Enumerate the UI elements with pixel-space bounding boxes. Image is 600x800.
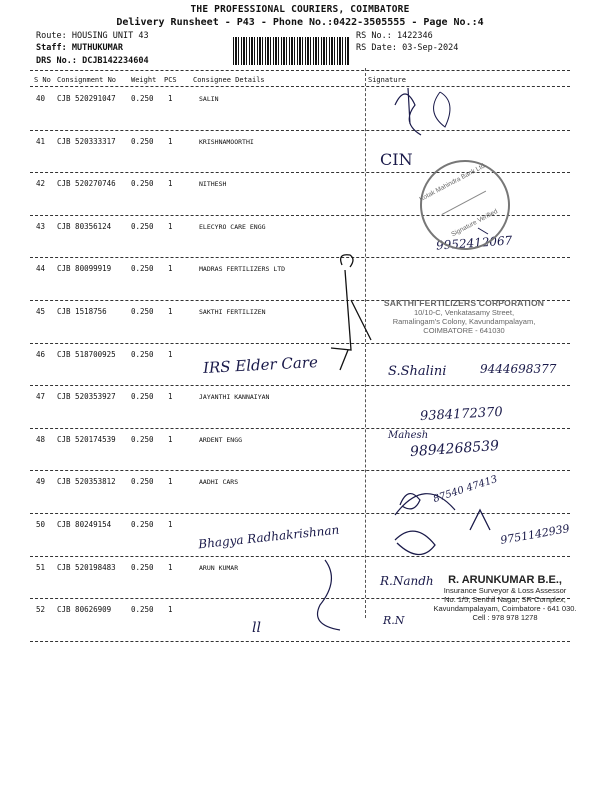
handwriting-phone-46: 9444698377 xyxy=(480,362,557,376)
runsheet-subtitle: Delivery Runsheet - P43 - Phone No.:0422-3505555 - Page No.:4 xyxy=(116,17,484,28)
row-consignee-name: SALIN xyxy=(199,95,219,103)
col-header-pcs: PCS xyxy=(164,76,177,84)
row-pieces: 1 xyxy=(168,349,173,359)
arunkumar-stamp-line1: Insurance Surveyor & Loss Assessor xyxy=(443,586,567,595)
row-weight: 0.250 xyxy=(131,221,154,231)
arunkumar-stamp-line2: No. 1/5, Senthil Nagar, SR Complex, xyxy=(444,595,566,604)
signature-loop-40 xyxy=(434,92,450,127)
row-serial-number: 51 xyxy=(36,562,46,572)
row-pieces: 1 xyxy=(168,434,173,444)
row-pieces: 1 xyxy=(168,94,173,103)
sakthi-stamp xyxy=(376,298,552,335)
handwriting-phone-43: 9952412067 xyxy=(435,233,513,253)
handwriting-cin: CIN xyxy=(380,150,413,169)
signature-scribble-51 xyxy=(318,560,341,630)
row-consignment-number: CJB 80626909 xyxy=(57,605,112,615)
row-weight: 0.250 xyxy=(131,307,154,316)
row-weight: 0.250 xyxy=(131,477,154,487)
row-serial-number: 52 xyxy=(36,605,46,615)
row-pieces: 1 xyxy=(168,179,173,189)
drs-value: DCJB142234604 xyxy=(82,56,149,66)
row-pieces: 1 xyxy=(168,477,173,487)
rs-no-value: 1422346 xyxy=(396,31,433,41)
sakthi-stamp-line3: COIMBATORE - 641030 xyxy=(423,326,505,335)
row-pieces: 1 xyxy=(168,392,173,402)
row-weight: 0.250 xyxy=(131,264,154,274)
route-label: Route: xyxy=(36,31,67,41)
row-weight: 0.250 xyxy=(131,605,154,615)
arunkumar-stamp-line3: Kavundampalayam, Coimbatore - 641 030. xyxy=(433,604,577,613)
row-weight: 0.250 xyxy=(131,562,154,572)
row-weight: 0.250 xyxy=(131,434,154,444)
row-consignee-name: ELECYRO CARE ENGG xyxy=(199,222,266,231)
row-consignee-name: ARDENT ENGG xyxy=(199,435,243,444)
rs-date-value: 03-Sep-2024 xyxy=(402,43,459,53)
col-header-signature: Signature xyxy=(368,76,406,84)
handwriting-phone-48: 9894268539 xyxy=(409,437,500,461)
company-title: THE PROFESSIONAL COURIERS, COIMBATORE xyxy=(190,4,410,15)
handwriting-phone-47: 9384172370 xyxy=(419,404,504,425)
handwriting-mahesh: Mahesh xyxy=(388,430,429,441)
handwriting-name-46: IRS Elder Care xyxy=(202,353,319,377)
signature-scribble-50 xyxy=(395,510,490,555)
row-consignment-number: CJB 520333317 xyxy=(57,136,116,146)
row-consignee-name: KRISHNAMOORTHI xyxy=(199,137,254,146)
row-consignee-name: NITHESH xyxy=(199,180,227,189)
bank-seal-top-text: Kotak Mahindra Bank Ltd. xyxy=(418,161,488,204)
handwriting-phone-49: 87540 47413 xyxy=(431,473,499,506)
signature-figure-44 xyxy=(331,255,371,370)
row-consignment-number: CJB 520353812 xyxy=(57,477,116,487)
row-consignment-number: CJB 520291047 xyxy=(57,94,116,103)
row-consignment-number: CJB 520353927 xyxy=(57,392,116,402)
tick-mark xyxy=(197,228,488,570)
bank-seal-divider xyxy=(442,191,487,215)
row-pieces: 1 xyxy=(168,520,173,529)
col-header-weight: Weight xyxy=(131,76,157,84)
row-consignment-number: CJB 520198483 xyxy=(57,562,116,572)
row-consignee-name: ARUN KUMAR xyxy=(199,563,239,572)
sakthi-stamp-name: SAKTHI FERTILIZERS CORPORATION xyxy=(383,298,545,308)
row-consignment-number: CJB 80356124 xyxy=(57,221,112,231)
row-consignment-number: CJB 80249154 xyxy=(57,520,112,529)
row-weight: 0.250 xyxy=(131,349,154,359)
col-header-consignee: Consignee Details xyxy=(193,76,265,84)
handwriting-rnandh-1: R.Nandh xyxy=(380,574,434,588)
arunkumar-stamp-line4: Cell : 978 978 1278 xyxy=(472,613,538,622)
handwriting-mark-52: ll xyxy=(252,620,261,636)
row-pieces: 1 xyxy=(168,221,173,231)
row-consignee-name: JAYANTHI KANNAIYAN xyxy=(199,393,270,402)
row-serial-number: 48 xyxy=(36,434,46,444)
row-serial-number: 44 xyxy=(36,264,46,274)
row-serial-number: 49 xyxy=(36,477,46,487)
arunkumar-stamp xyxy=(416,574,594,622)
row-consignment-number: CJB 518700925 xyxy=(57,349,116,359)
row-pieces: 1 xyxy=(168,136,173,146)
row-weight: 0.250 xyxy=(131,392,154,402)
handwriting-shalini: S.Shalini xyxy=(388,364,447,379)
row-consignment-number: CJB 520174539 xyxy=(57,434,116,444)
row-consignee-name: MADRAS FERTILIZERS LTD xyxy=(199,265,286,274)
rs-date-label: RS Date: xyxy=(356,43,397,53)
handwriting-phone-50: 9751142939 xyxy=(499,522,571,547)
row-serial-number: 46 xyxy=(36,349,46,359)
row-consignment-number: CJB 1518756 xyxy=(57,307,107,316)
row-consignee-name: AADHI CARS xyxy=(199,478,239,487)
col-header-sno: S No xyxy=(34,76,51,84)
staff-label: Staff: xyxy=(36,43,67,53)
bank-seal-bottom-text: Signature Verified xyxy=(450,207,499,239)
row-pieces: 1 xyxy=(168,562,173,572)
row-pieces: 1 xyxy=(168,307,173,316)
staff-value: MUTHUKUMAR xyxy=(71,43,124,53)
route-value: HOUSING UNIT 43 xyxy=(71,31,149,41)
sakthi-stamp-line2: Ramalingam's Colony, Kavundampalayam, xyxy=(392,317,536,326)
rs-no-label: RS No.: xyxy=(356,31,392,41)
row-consignee-name: SAKTHI FERTILIZEN xyxy=(199,308,266,316)
row-consignment-number: CJB 80099919 xyxy=(57,264,112,274)
row-weight: 0.250 xyxy=(131,520,154,529)
row-serial-number: 43 xyxy=(36,221,46,231)
row-serial-number: 50 xyxy=(36,520,46,529)
row-pieces: 1 xyxy=(168,605,173,615)
arunkumar-stamp-name: R. ARUNKUMAR B.E., xyxy=(448,574,562,586)
row-serial-number: 40 xyxy=(36,94,46,103)
row-serial-number: 47 xyxy=(36,392,46,402)
row-weight: 0.250 xyxy=(131,94,154,103)
row-serial-number: 45 xyxy=(36,307,46,316)
row-serial-number: 41 xyxy=(36,136,46,146)
col-header-consignment: Consignment No xyxy=(57,76,117,84)
row-weight: 0.250 xyxy=(131,179,154,189)
row-weight: 0.250 xyxy=(131,136,154,146)
row-pieces: 1 xyxy=(168,264,173,274)
row-serial-number: 42 xyxy=(36,179,46,189)
sakthi-stamp-line1: 10/10-C, Venkatasamy Street, xyxy=(413,308,515,317)
drs-label: DRS No.: xyxy=(36,56,77,66)
handwriting-rnandh-2: R.N xyxy=(383,614,405,627)
row-consignment-number: CJB 520270746 xyxy=(57,179,116,189)
handwriting-name-50: Bhagya Radhakrishnan xyxy=(197,522,340,552)
signature-scribble-40 xyxy=(395,88,421,135)
